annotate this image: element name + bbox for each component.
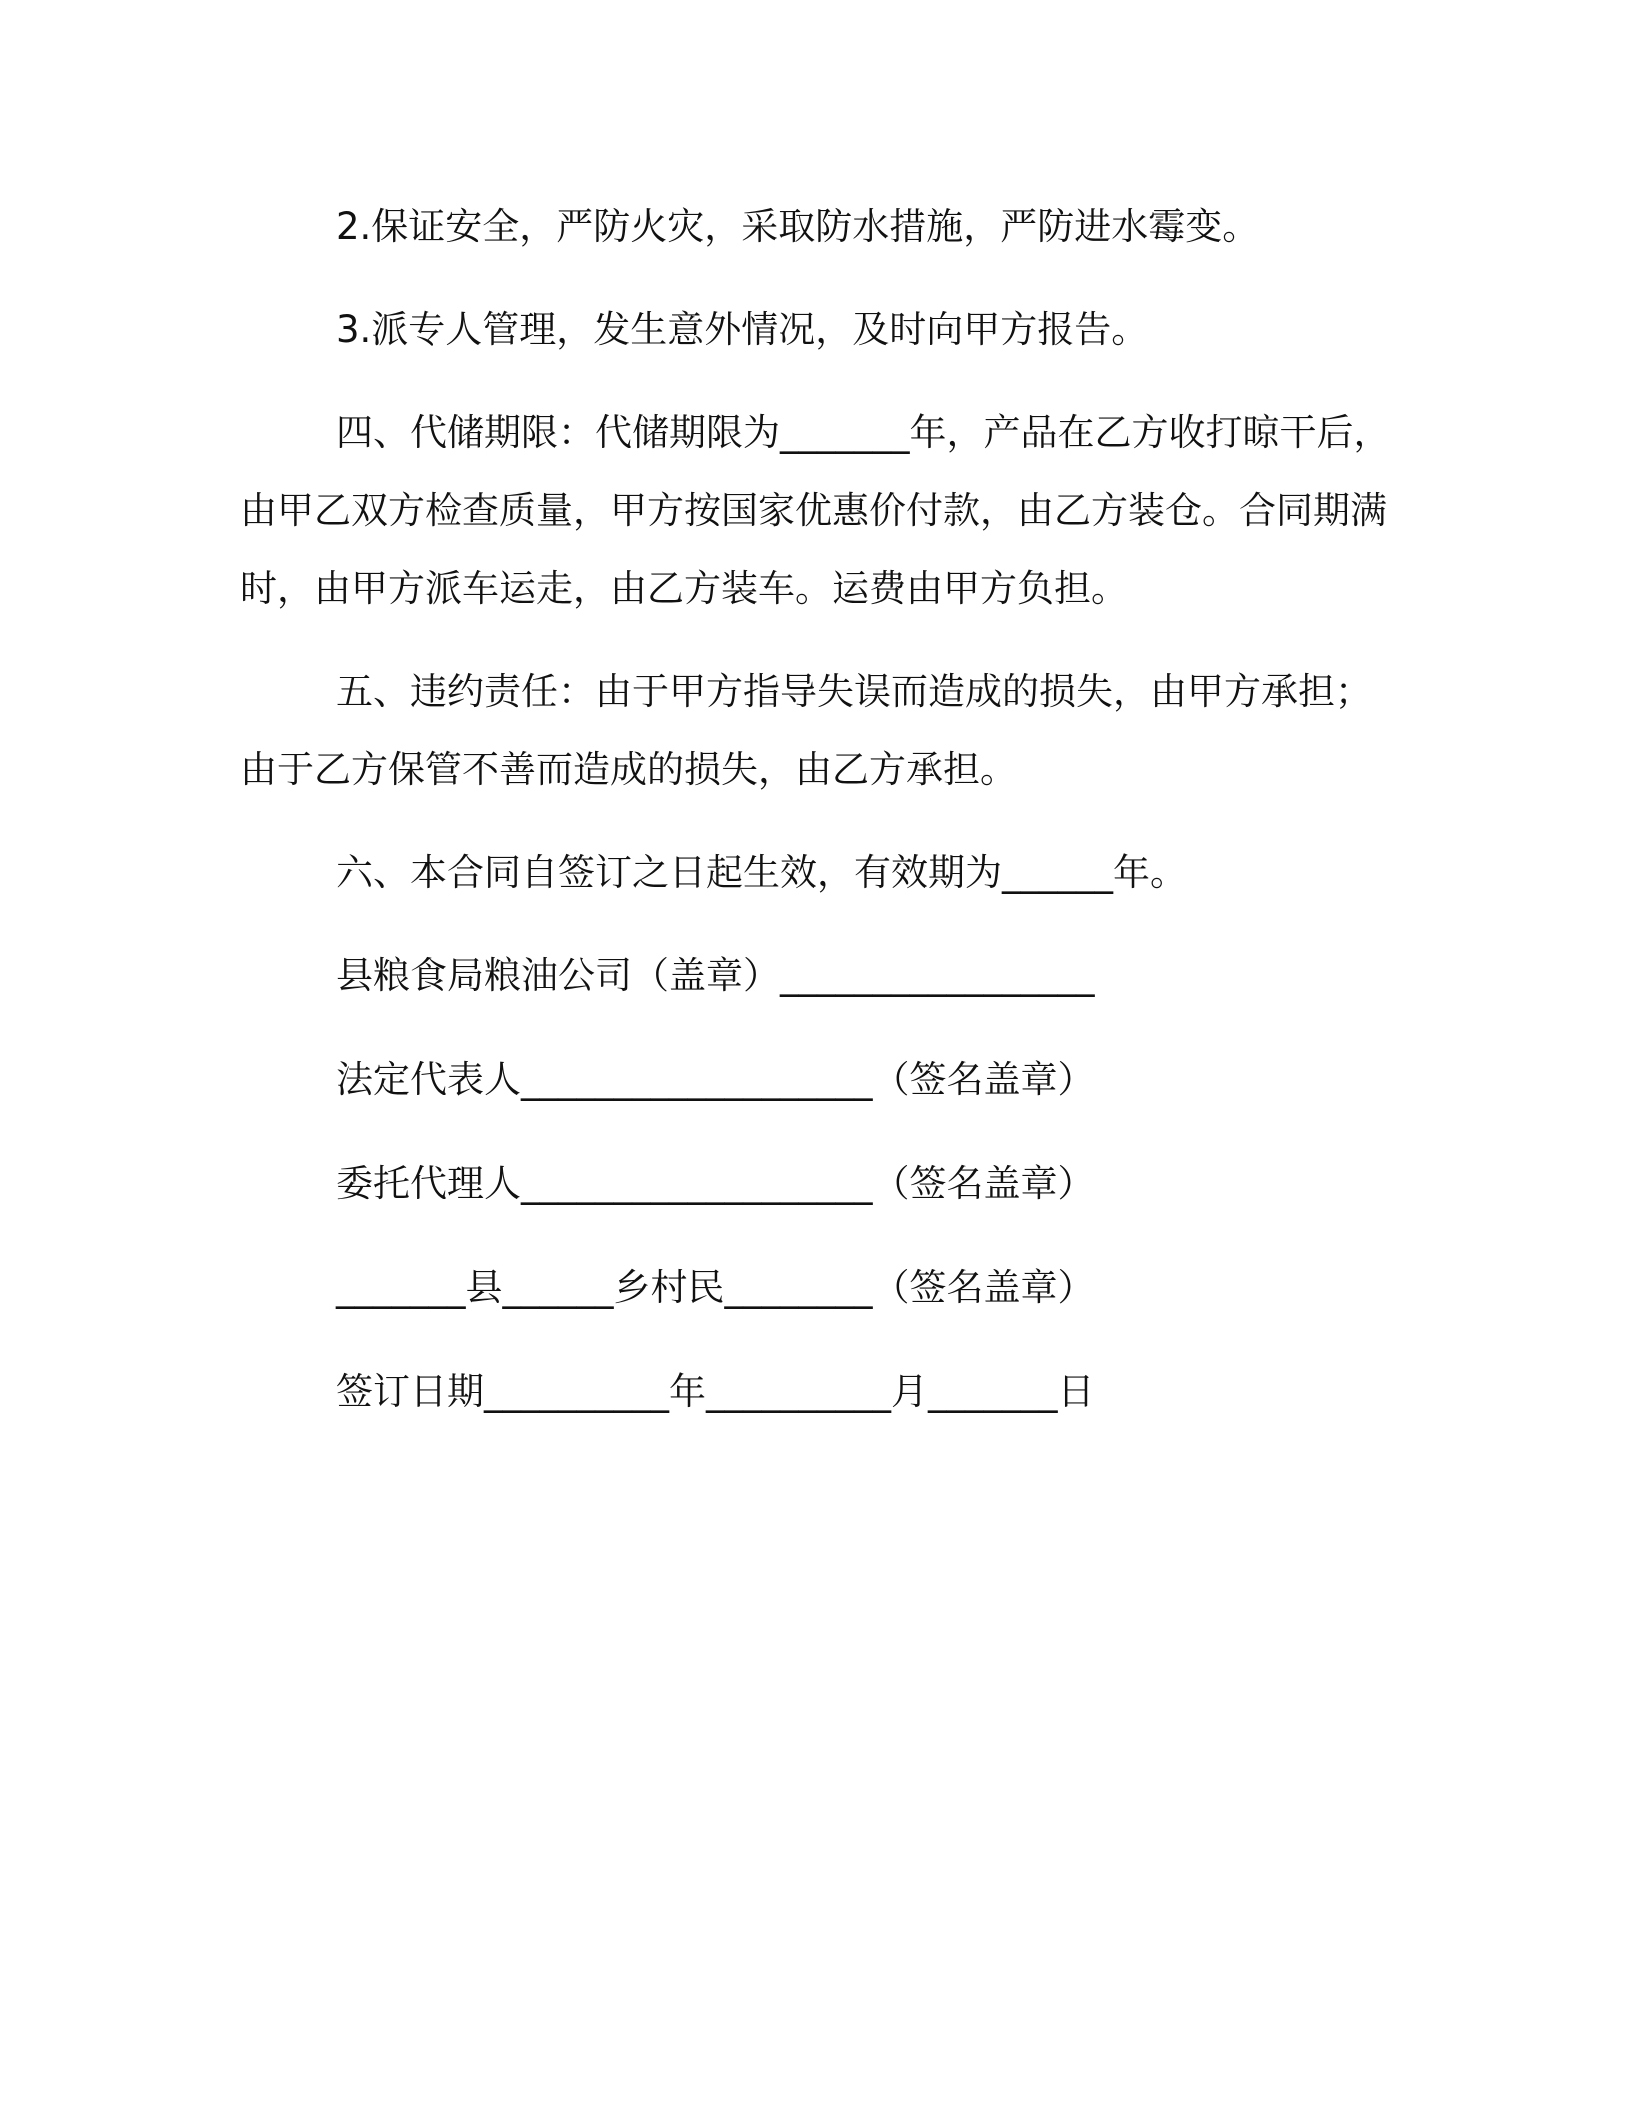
signature-legal-representative: 法定代表人___________________（签名盖章）	[336, 1058, 1095, 1101]
signing-date: 签订日期__________年__________月_______日	[336, 1370, 1095, 1413]
signature-villager: _______县______乡村民________（签名盖章）	[336, 1266, 1095, 1309]
contract-text	[240, 188, 1400, 1457]
signature-company: 县粮食局粮油公司（盖章）_________________	[336, 954, 1095, 997]
signature-authorized-agent: 委托代理人___________________（签名盖章）	[336, 1162, 1095, 1205]
clause-management: 3.派专人管理，发生意外情况，及时向甲方报告。	[336, 308, 1149, 351]
clause-effective-date: 六、本合同自签订之日起生效，有效期为______年。	[336, 851, 1187, 894]
clause-liability: 五、违约责任：由于甲方指导失误而造成的损失，由甲方承担；由于乙方保管不善而造成的损失，由乙方承担。	[240, 670, 1372, 791]
clause-storage-period: 四、代储期限：代储期限为_______年，产品在乙方收打晾干后，由甲乙双方检查质量，甲方按国家优惠价付款，由乙方装仓。合同期满时，由甲方派车运走，由乙方装车。运费由甲方负担。	[240, 411, 1391, 610]
clause-safety: 2.保证安全，严防火灾，采取防水措施，严防进水霉变。	[336, 205, 1260, 248]
